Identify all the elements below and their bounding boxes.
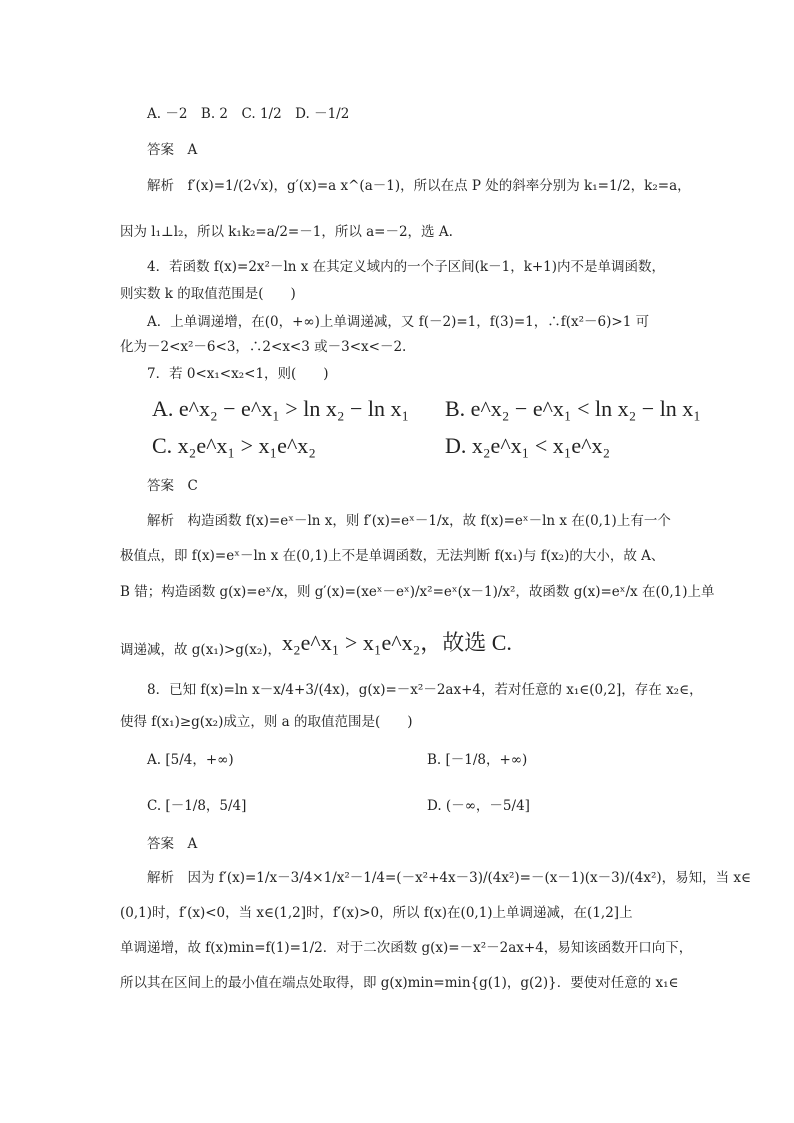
q7-answer: 答案 C (147, 478, 198, 494)
q8-answer: 答案 A (147, 836, 198, 852)
prev-solution-line-1: 解析 f′(x)=1/(2√x)，g′(x)=a x^(a－1)，所以在点 P 处的斜率分别为 k₁=1/2，k₂=a， (147, 178, 691, 194)
q8-option-d: D. (－∞，－5/4] (427, 798, 530, 814)
q7-option-a: A. e^x₂ − e^x₁ > ln x₂ − ln x₁ (152, 396, 410, 421)
q7-option-d: D. x₂e^x₁ < x₁e^x₂ (445, 433, 611, 458)
q8-solution-line-4: 所以其在区间上的最小值在端点处取得，即 g(x)min=min{g(1)，g(2)}．要使对任意的 x₁∈ (120, 975, 679, 991)
q7-stem: 7．若 0<x₁<x₂<1，则( ) (147, 366, 329, 382)
q7-option-c: C. x₂e^x₁ > x₁e^x₂ (152, 433, 316, 458)
q7-solution-line-4a: 调递减，故 g(x₁)>g(x₂)， (120, 642, 282, 658)
q4-stem-line-2: 则实数 k 的取值范围是( ) (120, 286, 296, 302)
q7-option-b: B. e^x₂ − e^x₁ < ln x₂ − ln x₁ (445, 396, 701, 421)
q8-option-b: B. [－1/8，+∞) (427, 752, 528, 768)
q8-solution-line-1: 解析 因为 f′(x)=1/x－3/4×1/x²－1/4=(－x²+4x－3)/(4x²)=－(x－1)(x－3)/(4x²)，易知，当 x∈ (147, 870, 752, 886)
q8-option-a: A. [5/4，+∞) (147, 752, 234, 768)
q8-stem-line-1: 8．已知 f(x)=ln x－x/4+3/(4x)，g(x)=－x²－2ax+4，若对任意的 x₁∈(0,2]，存在 x₂∈， (147, 682, 703, 698)
q8-solution-line-2: (0,1)时，f′(x)<0，当 x∈(1,2]时，f′(x)>0，所以 f(x)在(0,1)上单调递减，在(1,2]上 (120, 905, 633, 921)
q8-solution-line-3: 单调递增，故 f(x)min=f(1)=1/2．对于二次函数 g(x)=－x²－2ax+4，易知该函数开口向下， (120, 940, 693, 956)
q7-solution-line-1: 解析 构造函数 f(x)=eˣ－ln x，则 f′(x)=eˣ－1/x，故 f(x)=eˣ－ln x 在(0,1)上有一个 (147, 513, 671, 529)
q4-solution-line-1: A．上单调递增，在(0，+∞)上单调递减，又 f(－2)=1，f(3)=1，∴f(x²－6)>1 可 (147, 314, 650, 330)
q7-solution-line-3: B 错；构造函数 g(x)=eˣ/x，则 g′(x)=(xeˣ－eˣ)/x²=eˣ(x－1)/x²，故函数 g(x)=eˣ/x 在(0,1)上单 (120, 584, 715, 600)
prev-solution-line-2: 因为 l₁⊥l₂，所以 k₁k₂=a/2=－1，所以 a=－2，选 A. (120, 224, 453, 240)
q8-option-c: C. [－1/8，5/4] (147, 798, 247, 814)
prev-answer: 答案 A (147, 142, 198, 158)
q7-solution-line-2: 极值点，即 f(x)=eˣ－ln x 在(0,1)上不是单调函数，无法判断 f(x₁)与 f(x₂)的大小，故 A、 (120, 548, 665, 564)
q4-stem-line-1: 4．若函数 f(x)=2x²－ln x 在其定义域内的一个子区间(k－1，k+1)内不是单调函数， (147, 259, 666, 275)
q8-stem-line-2: 使得 f(x₁)≥g(x₂)成立，则 a 的取值范围是( ) (120, 714, 413, 730)
q4-solution-line-2: 化为－2<x²－6<3，∴2<x<3 或－3<x<－2. (120, 339, 407, 355)
prev-options: A. －2 B. 2 C. 1/2 D. －1/2 (147, 106, 350, 122)
q7-solution-line-4b: x₂e^x₁ > x₁e^x₂，故选 C. (282, 630, 512, 655)
